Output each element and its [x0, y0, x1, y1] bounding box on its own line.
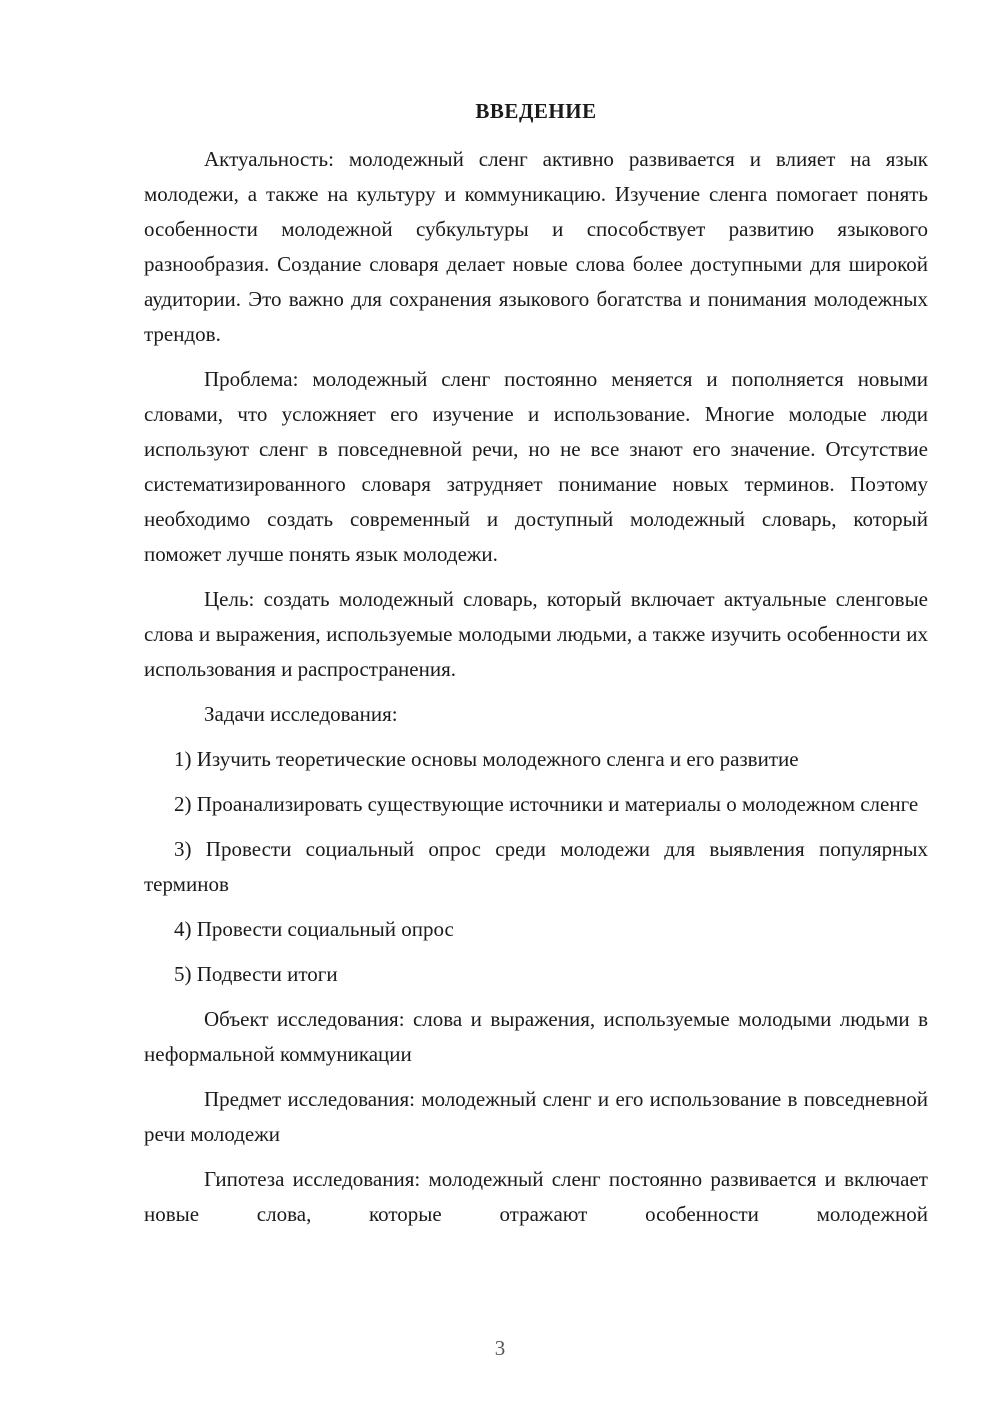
task-item-3: 3) Провести социальный опрос среди молодежи для выявления популярных терминов [144, 837, 928, 896]
task-item-4: 4) Провести социальный опрос [174, 917, 454, 941]
task-item-2: 2) Проанализировать существующие источники и материалы о молодежном сленге [174, 792, 919, 816]
tasks-heading: Задачи исследования: [204, 702, 398, 726]
paragraph-problem: Проблема: молодежный сленг постоянно меняется и пополняется новыми словами, что усложняет его изучение и использование. Многие молодые люди используют сленг в повседневной речи, но не все знают его значение. Отсутствие систематизированного словаря затрудняет понимание новых терминов. Поэтому необходимо создать современный и доступный молодежный словарь, который поможет лучше понять язык молодежи. [144, 367, 928, 566]
paragraph-object: Объект исследования: слова и выражения, используемые молодыми людьми в неформальной коммуникации [144, 1007, 928, 1066]
task-item-5: 5) Подвести итоги [174, 962, 338, 986]
document-body [144, 142, 928, 1242]
paragraph-hypothesis: Гипотеза исследования: молодежный сленг постоянно развивается и включает новые слова, которые отражают особенности молодежной [144, 1167, 928, 1226]
paragraph-subject: Предмет исследования: молодежный сленг и его использование в повседневной речи молодежи [144, 1087, 928, 1146]
paragraph-goal: Цель: создать молодежный словарь, который включает актуальные сленговые слова и выражения, используемые молодыми людьми, а также изучить особенности их использования и распространения. [144, 587, 928, 681]
paragraph-relevance: Актуальность: молодежный сленг активно развивается и влияет на язык молодежи, а также на культуру и коммуникацию. Изучение сленга помогает понять особенности молодежной субкультуры и способствует развитию языкового разнообразия. Создание словаря делает новые слова более доступными для широкой аудитории. Это важно для сохранения языкового богатства и понимания молодежных трендов. [144, 147, 928, 346]
task-item-1: 1) Изучить теоретические основы молодежного сленга и его развитие [174, 747, 799, 771]
page-number: 3 [494, 1336, 506, 1360]
page-title: ВВЕДЕНИЕ [475, 99, 597, 123]
